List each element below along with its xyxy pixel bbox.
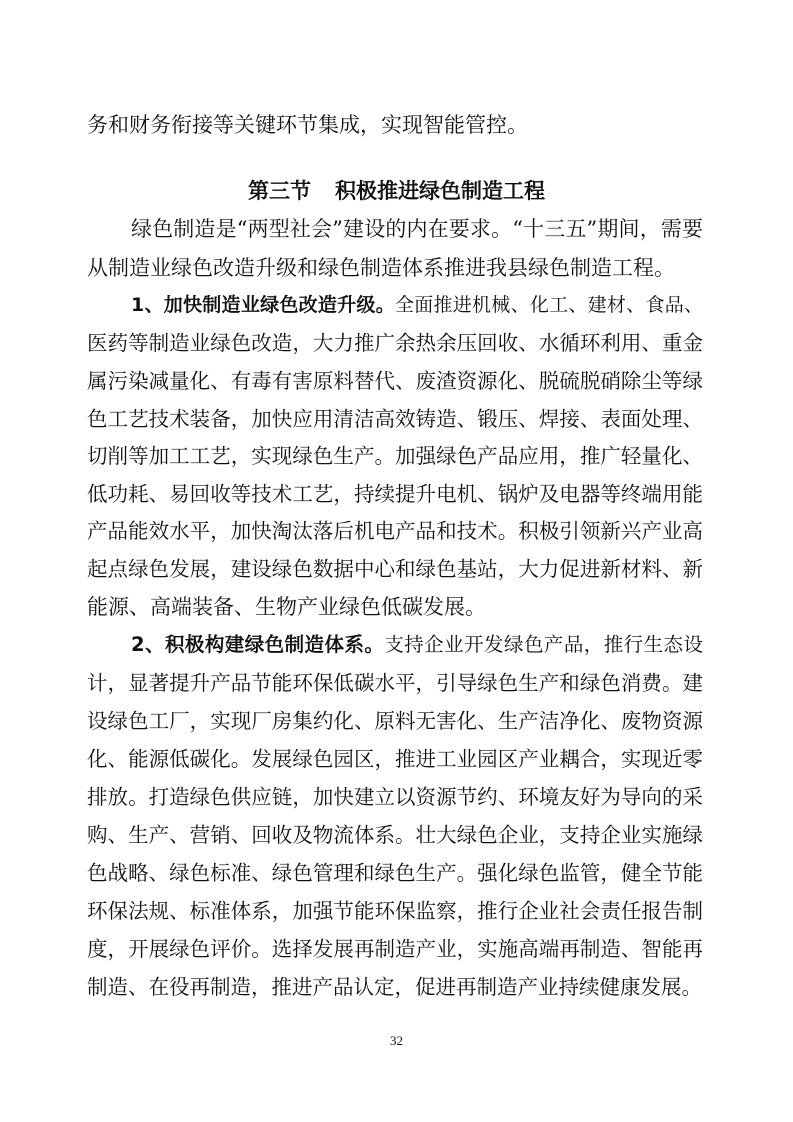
paragraph-line: 能源、高端装备、生物产业绿色低碳发展。	[87, 595, 486, 619]
intro-line: 务和财务衔接等关键环节集成，实现智能管控。	[87, 113, 528, 137]
paragraph-line: 产品能效水平，加快淘汰落后机电产品和技术。积极引领新兴产业高	[87, 519, 703, 543]
page-number: 32	[390, 1033, 403, 1048]
section-title: 积极推进绿色制造工程	[335, 179, 545, 203]
item2-first-rest: 支持企业开发绿色产品，推行生态设	[384, 633, 703, 656]
item1-lead: 1、加快制造业绿色改造升级。	[131, 294, 395, 316]
section-number: 第三节	[248, 179, 311, 203]
item2-first-line	[131, 630, 703, 660]
paragraph-line: 化、能源低碳化。发展绿色园区，推进工业园区产业耦合，实现近零	[87, 747, 703, 771]
paragraph-line: 制造、在役再制造，推进产品认定，促进再制造产业持续健康发展。	[87, 975, 702, 999]
paragraph-line: 环保法规、标准体系，加强节能环保监察，推行企业社会责任报告制	[87, 899, 703, 923]
paragraph-line: 属污染减量化、有毒有害原料替代、废渣资源化、脱硫脱硝除尘等绿	[87, 369, 703, 393]
paragraph-line: 设绿色工厂，实现厂房集约化、原料无害化、生产洁净化、废物资源	[87, 709, 703, 733]
paragraph-line: 医药等制造业绿色改造，大力推广余热余压回收、水循环利用、重金	[87, 331, 703, 355]
paragraph-line: 度，开展绿色评价。选择发展再制造产业，实施高端再制造、智能再	[87, 937, 703, 961]
paragraph-line: 排放。打造绿色供应链，加快建立以资源节约、环境友好为导向的采	[87, 785, 703, 809]
item1-first-rest: 全面推进机械、化工、建材、食品、	[394, 294, 703, 316]
paragraph-line: 从制造业绿色改造升级和绿色制造体系推进我县绿色制造工程。	[87, 256, 675, 280]
paragraph-line: 低功耗、易回收等技术工艺，持续提升电机、锅炉及电器等终端用能	[87, 482, 703, 506]
paragraph-line: 起点绿色发展，建设绿色数据中心和绿色基站，大力促进新材料、新	[87, 557, 703, 581]
item2-lead: 2、积极构建绿色制造体系。	[131, 633, 385, 656]
paragraph-line: 切削等加工工艺，实现绿色生产。加强绿色产品应用，推广轻量化、	[87, 444, 703, 468]
section-heading	[0, 176, 793, 206]
paragraph-line: 购、生产、营销、回收及物流体系。壮大绿色企业，支持企业实施绿	[87, 823, 703, 847]
paragraph-line: 绿色制造是“两型社会”建设的内在要求。“十三五”期间，需要	[131, 217, 703, 241]
paragraph-line: 色工艺技术装备，加快应用清洁高效铸造、锻压、焊接、表面处理、	[87, 407, 703, 431]
paragraph-line: 计，显著提升产品节能环保低碳水平，引导绿色生产和绿色消费。建	[87, 671, 703, 695]
paragraph-line: 色战略、绿色标准、绿色管理和绿色生产。强化绿色监管，健全节能	[87, 861, 703, 885]
item1-first-line	[131, 290, 703, 320]
